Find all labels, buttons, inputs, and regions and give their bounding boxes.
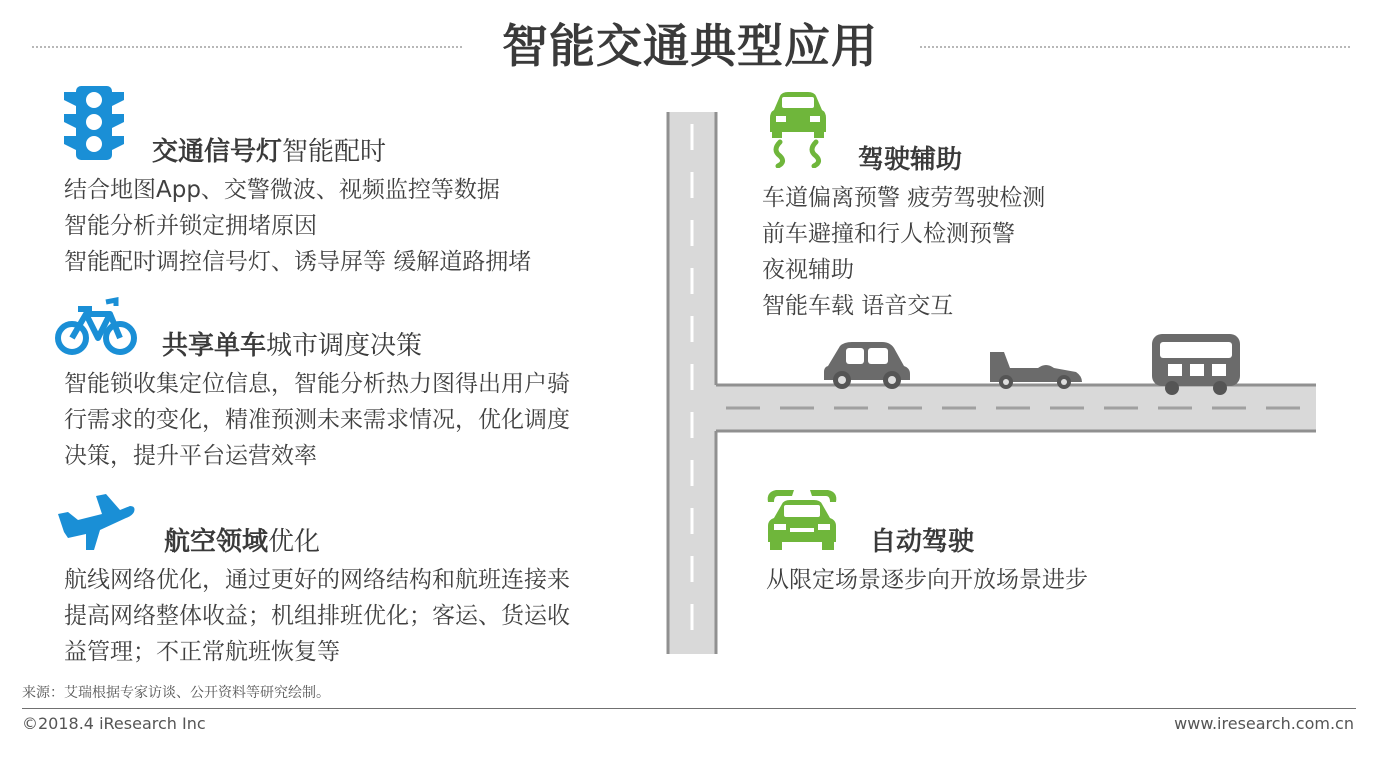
traffic-light-heading [152,136,386,168]
bike-share-line: 智能锁收集定位信息，智能分析热力图得出用户骑 [64,371,570,397]
bike-share-heading-bold: 共享单车 [162,331,267,361]
driving-assist-heading [858,144,962,176]
aviation-line: 提高网络整体收益；机组排班优化；客运、货运收 [64,603,570,629]
bike-share-heading [162,330,422,362]
car-skid-icon [768,92,828,168]
airplane-icon [56,494,136,552]
aviation-heading-bold: 航空领域 [164,527,269,557]
footer-divider [22,708,1356,709]
source-note: 来源：艾瑞根据专家访谈、公开资料等研究绘制。 [22,685,330,701]
aviation-heading-normal: 优化 [268,527,321,557]
title-row [0,14,1380,78]
driving-assist-line: 前车避撞和行人检测预警 [762,221,1015,247]
traffic-light-heading-normal: 智能配时 [282,137,387,167]
copyright: ©2018.4 iResearch Inc [22,714,206,733]
sedan-icon [822,340,912,392]
page-title: 智能交通典型应用 [502,19,878,73]
autonomous-heading-bold: 自动驾驶 [870,527,975,557]
traffic-light-line: 智能分析并锁定拥堵原因 [64,213,317,239]
traffic-light-line: 智能配时调控信号灯、诱导屏等 缓解道路拥堵 [64,249,532,275]
aviation-line: 航线网络优化，通过更好的网络结构和航班连接来 [64,567,570,593]
traffic-light-body [64,172,531,280]
traffic-light-icon [62,86,126,160]
website-url: www.iresearch.com.cn [1174,714,1354,733]
car-gullwing-icon [764,488,840,552]
autonomous-body [766,562,1088,598]
bike-share-body [64,366,570,474]
driving-assist-body [762,180,1045,324]
bike-share-line: 决策，提升平台运营效率 [64,443,317,469]
autonomous-heading [870,526,974,558]
driving-assist-line: 车道偏离预警 疲劳驾驶检测 [762,185,1046,211]
bus-icon [1150,332,1242,396]
aviation-line: 益管理；不正常航班恢复等 [64,639,340,665]
bike-share-line: 行需求的变化，精准预测未来需求情况，优化调度 [64,407,570,433]
aviation-heading [164,526,320,558]
race-car-icon [988,350,1084,390]
bicycle-icon [54,296,138,358]
aviation-body [64,562,570,670]
driving-assist-line: 夜视辅助 [762,257,854,283]
traffic-light-heading-bold: 交通信号灯 [152,137,283,167]
bike-share-heading-normal: 城市调度决策 [266,331,423,361]
autonomous-line: 从限定场景逐步向开放场景进步 [766,567,1088,593]
driving-assist-line: 智能车载 语音交互 [762,293,954,319]
traffic-light-line: 结合地图App、交警微波、视频监控等数据 [64,177,500,203]
driving-assist-heading-bold: 驾驶辅助 [858,145,963,175]
